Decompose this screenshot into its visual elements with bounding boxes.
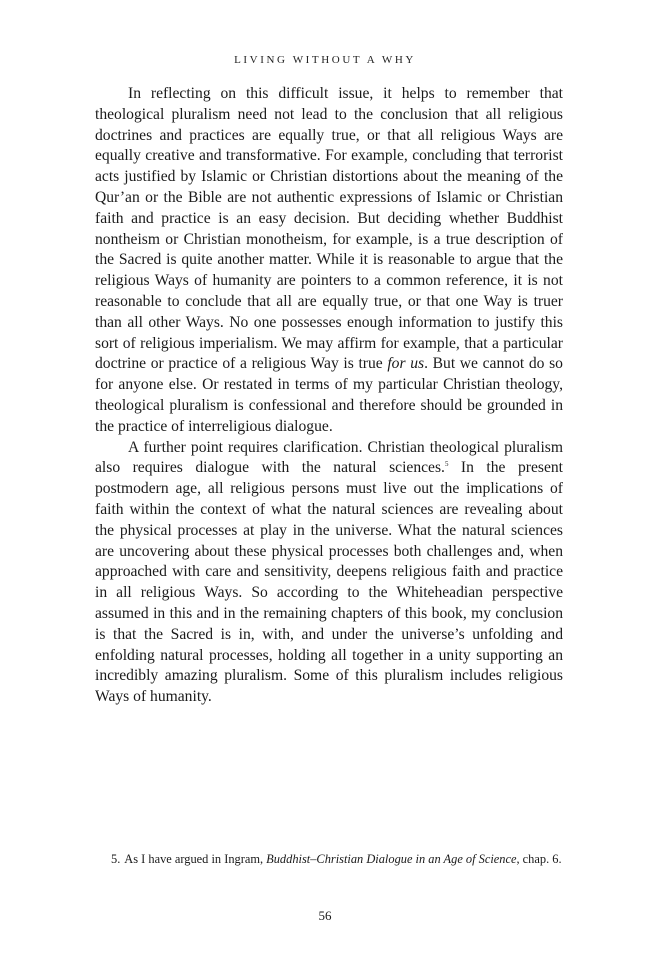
footnote-text-end: , chap. 6. xyxy=(516,852,562,866)
paragraph-2-text-end: In the present postmodern age, all religious persons must live out the implications of faith within the context of what the natural sciences are revealing about the physical processes at play in the universe. What the natural sciences are uncovering about these physical processes both challenges and, when approached with care and sensitivity, deepens religious faith and practice in all religious Ways. So according to the Whiteheadian perspective assumed in this and in the remaining chapters of this book, my conclusion is that the Sacred is in, with, and under the universe’s unfolding and enfolding natural processes, holding all together in a unity supporting an incredibly amazing pluralism. Some of this pluralism includes religious Ways of humanity. xyxy=(95,459,563,706)
running-head: LIVING WITHOUT A WHY xyxy=(234,54,416,66)
paragraph-2 xyxy=(95,438,563,708)
paragraph-1-emphasis: for us xyxy=(387,355,425,373)
paragraph-1-text-end: . But we cannot do so for anyone else. Or restated in terms of my particular Christian theology, theological pluralism is confessional and therefore should be grounded in the practice of interreligious dialogue. xyxy=(95,355,563,435)
paragraph-2-text-start: A further point requires clarification. Christian theological pluralism also requires dialogue with the natural sciences. xyxy=(95,438,563,477)
body-text xyxy=(95,84,563,708)
paragraph-1-text-start: In reflecting on this difficult issue, it helps to remember that theological pluralism need not lead to the conclusion that all religious doctrines and practices are equally true, or that all religious Ways are equally creative and transformative. For example, concluding that terrorist acts justified by Islamic or Christian distortions about the meaning of the Qur’an or the Bible are not authentic expressions of Islamic or Christian faith and practice is an easy decision. But deciding whether Buddhist nontheism or Christian monotheism, for example, is a true description of the Sacred is quite another matter. While it is reasonable to argue that the religious Ways of humanity are pointers to a common reference, it is not reasonable to conclude that all are equally true, or that one Way is truer than all other Ways. No one possesses enough information to justify this sort of religious imperialism. We may affirm for example, that a particular doctrine or practice of a religious Way is true xyxy=(95,85,563,373)
page-number: 56 xyxy=(318,908,332,923)
paragraph-1 xyxy=(95,84,563,438)
footnote-text-start: As I have argued in Ingram, xyxy=(124,852,267,866)
footnote-number: 5. xyxy=(111,852,121,866)
footnote-cited-title: Buddhist–Christian Dialogue in an Age of Science xyxy=(266,852,517,866)
footnote xyxy=(95,851,563,868)
footnote-reference[interactable]: 5 xyxy=(444,460,449,469)
